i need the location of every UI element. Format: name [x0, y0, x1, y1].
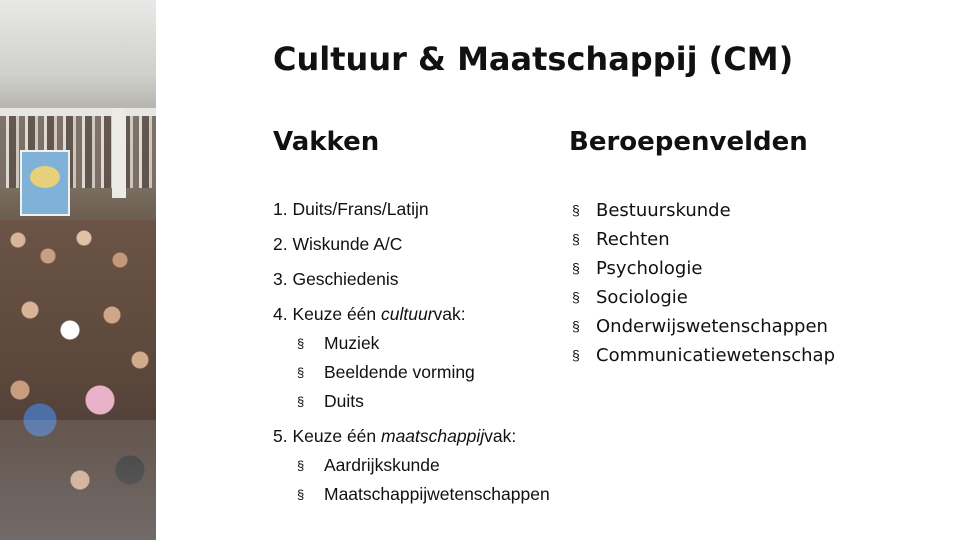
photo-poster [20, 150, 70, 216]
beroep-item [569, 314, 835, 343]
bullet-icon: § [297, 458, 305, 473]
sub-list-item [273, 362, 573, 383]
bullet-icon: § [297, 487, 305, 502]
beroep-label: Sociologie [596, 287, 688, 308]
sub-list-item [273, 484, 573, 505]
beroep-label: Communicatiewetenschap [596, 345, 836, 366]
beroepenvelden-heading: Beroepenvelden [569, 127, 808, 157]
beroep-label: Psychologie [596, 258, 703, 279]
bullet-icon: § [572, 318, 580, 334]
bullet-icon: § [572, 231, 580, 247]
photo-floor [0, 420, 156, 540]
vak-text: 4. Keuze één [273, 304, 381, 324]
sub-list-item [273, 455, 573, 476]
beroep-item [569, 285, 835, 314]
vak-item: 1. Duits/Frans/Latijn [273, 199, 429, 219]
beroep-item [569, 256, 835, 285]
sub-list-label: Beeldende vorming [324, 362, 475, 382]
vak-text: 5. Keuze één [273, 426, 381, 446]
sub-list-label: Muziek [324, 333, 380, 353]
sub-list-item [273, 333, 573, 354]
bullet-icon: § [297, 365, 305, 380]
bullet-icon: § [297, 394, 305, 409]
keuze-maatschappij-options [273, 455, 573, 505]
beroep-item [569, 343, 835, 372]
sub-list-label: Maatschappijwetenschappen [324, 484, 550, 504]
vak-item-keuze-cultuur [273, 304, 573, 412]
crowd-photo [0, 0, 156, 540]
bullet-icon: § [572, 260, 580, 276]
vak-item: 2. Wiskunde A/C [273, 234, 403, 254]
vak-text-italic: maatschappij [381, 426, 485, 446]
bullet-icon: § [572, 289, 580, 305]
vak-item: 3. Geschiedenis [273, 269, 399, 289]
beroep-item [569, 227, 835, 256]
sub-list-label: Duits [324, 391, 364, 411]
vak-item-keuze-maatschappij [273, 426, 573, 505]
bullet-icon: § [572, 202, 580, 218]
beroep-label: Onderwijswetenschappen [596, 316, 828, 337]
slide-title: Cultuur & Maatschappij (CM) [273, 40, 794, 78]
vakken-heading: Vakken [273, 127, 380, 157]
vak-text: vak: [484, 426, 517, 446]
photo-balcony-rail [0, 108, 156, 116]
beroep-item [569, 198, 835, 227]
vak-text-italic: cultuur [381, 304, 434, 324]
photo-pillar [112, 108, 126, 198]
vakken-list [273, 199, 573, 519]
bullet-icon: § [572, 347, 580, 363]
beroepenvelden-list [569, 198, 835, 372]
sub-list-item [273, 391, 573, 412]
bullet-icon: § [297, 336, 305, 351]
vak-text: vak: [433, 304, 466, 324]
beroep-label: Rechten [596, 229, 670, 250]
photo-ceiling [0, 0, 156, 108]
keuze-cultuur-options [273, 333, 573, 412]
sub-list-label: Aardrijkskunde [324, 455, 440, 475]
beroep-label: Bestuurskunde [596, 200, 731, 221]
